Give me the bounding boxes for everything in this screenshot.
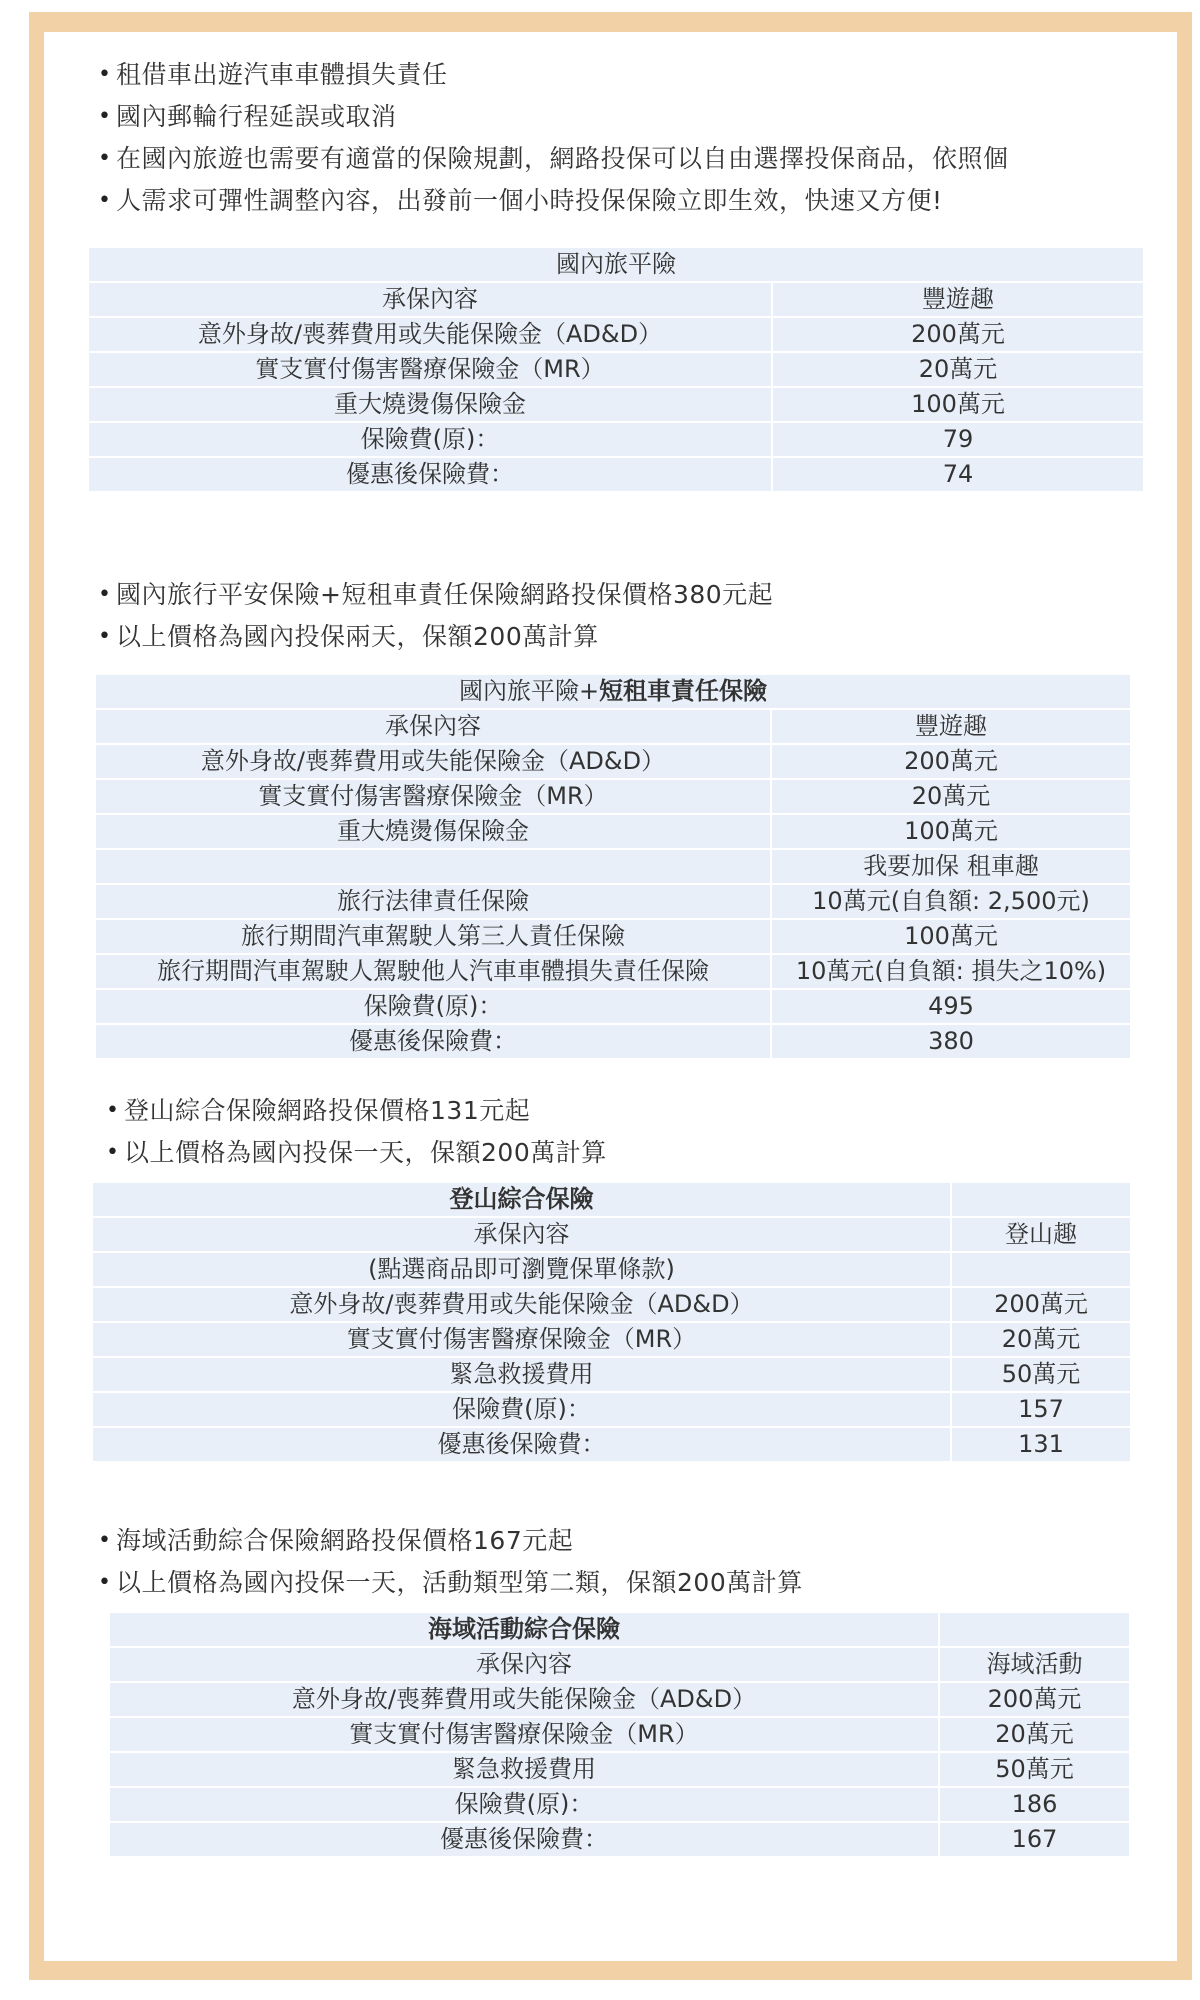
table-row [93,1288,1130,1323]
bullet-item: • 海域活動綜合保險網路投保價格167元起 [98,1520,1158,1562]
coverage-item: 緊急救援費用 [93,1358,952,1393]
premium-original-value: 157 [952,1393,1130,1428]
section4-bullets [98,1520,1158,1604]
coverage-item: 緊急救援費用 [110,1753,940,1788]
coverage-item: 重大燒燙傷保險金 [96,815,772,850]
table-title-row [110,1613,1129,1648]
coverage-amount: 20萬元 [940,1718,1129,1753]
table-row [96,920,1130,955]
coverage-amount: 200萬元 [952,1288,1130,1323]
table-row [110,1683,1129,1718]
table-row [93,1358,1130,1393]
premium-discount-value: 131 [952,1428,1130,1461]
table-row [110,1823,1129,1856]
premium-original-label: 保險費(原)： [110,1788,940,1823]
water-activity-insurance-table [110,1613,1129,1856]
policy-terms-note: (點選商品即可瀏覽保單條款) [93,1253,952,1288]
table-title-empty-cell [940,1613,1129,1648]
table-row [96,745,1130,780]
table-row [96,1025,1130,1058]
table-title-row [89,248,1143,283]
premium-original-label: 保險費(原)： [89,423,773,458]
domestic-travel-insurance-table [89,248,1143,491]
premium-original-value: 495 [772,990,1130,1025]
premium-discount-label: 優惠後保險費： [96,1025,772,1058]
coverage-item: 實支實付傷害醫療保險金（MR） [110,1718,940,1753]
table-row [96,955,1130,990]
table-title-prefix: 國內旅平險+ [458,677,600,705]
premium-discount-value: 380 [772,1025,1130,1058]
table-row [93,1393,1130,1428]
premium-original-value: 79 [773,423,1143,458]
table-header-row [93,1218,1130,1253]
table-row [110,1788,1129,1823]
coverage-amount: 50萬元 [940,1753,1129,1788]
coverage-item: 意外身故/喪葬費用或失能保險金（AD&D） [96,745,772,780]
table-row [96,885,1130,920]
bullet-item: • 以上價格為國內投保兩天，保額200萬計算 [98,616,1158,658]
table-row [110,1753,1129,1788]
table-title [96,675,1130,710]
coverage-amount: 20萬元 [773,353,1143,388]
coverage-item-empty [96,850,772,885]
premium-discount-value: 167 [940,1823,1129,1856]
coverage-amount: 100萬元 [772,815,1130,850]
header-coverage: 承保內容 [93,1218,952,1253]
premium-discount-label: 優惠後保險費： [110,1823,940,1856]
table-row [89,423,1143,458]
coverage-amount: 10萬元(自負額: 損失之10%) [772,955,1130,990]
bullet-item: • 以上價格為國內投保一天，活動類型第二類，保額200萬計算 [98,1562,1158,1604]
header-plan: 海域活動 [940,1648,1129,1683]
bullet-item: • 以上價格為國內投保一天，保額200萬計算 [106,1132,1156,1174]
coverage-amount: 10萬元(自負額: 2,500元) [772,885,1130,920]
section2-bullets [98,574,1158,658]
header-coverage: 承保內容 [96,710,772,745]
table-title-row [96,675,1130,710]
table-header-row [89,283,1143,318]
table-title-bold: 短租車責任保險 [599,677,768,705]
header-plan: 豐遊趣 [772,710,1130,745]
coverage-item: 實支實付傷害醫療保險金（MR） [89,353,773,388]
table-row [96,850,1130,885]
bullet-continuation-text: 人需求可彈性調整內容，出發前一個小時投保保險立即生效，快速又方便! [116,186,943,215]
table-title-row [93,1183,1130,1218]
premium-discount-label: 優惠後保險費： [93,1428,952,1461]
bullet-item-continuation [98,180,1158,222]
section3-bullets [106,1090,1156,1174]
coverage-item: 意外身故/喪葬費用或失能保險金（AD&D） [93,1288,952,1323]
table-row [89,353,1143,388]
coverage-amount: 50萬元 [952,1358,1130,1393]
bullet-item: • 國內旅行平安保險+短租車責任保險網路投保價格380元起 [98,574,1158,616]
coverage-amount: 100萬元 [773,388,1143,423]
coverage-item: 實支實付傷害醫療保險金（MR） [96,780,772,815]
section1-bullets [98,54,1158,222]
travel-plus-car-rental-table [96,675,1130,1058]
table-note-row [93,1253,1130,1288]
coverage-item: 重大燒燙傷保險金 [89,388,773,423]
table-title: 海域活動綜合保險 [110,1613,940,1648]
table-title: 登山綜合保險 [93,1183,952,1218]
table-header-row [96,710,1130,745]
header-plan: 登山趣 [952,1218,1130,1253]
table-row [93,1428,1130,1461]
premium-original-label: 保險費(原)： [93,1393,952,1428]
mountain-insurance-table [93,1183,1130,1461]
coverage-item: 實支實付傷害醫療保險金（MR） [93,1323,952,1358]
bullet-item: • 在國內旅遊也需要有適當的保險規劃，網路投保可以自由選擇投保商品，依照個 [98,138,1158,180]
table-row [110,1718,1129,1753]
premium-original-value: 186 [940,1788,1129,1823]
coverage-amount: 100萬元 [772,920,1130,955]
coverage-item: 旅行法律責任保險 [96,885,772,920]
coverage-amount: 200萬元 [940,1683,1129,1718]
table-title-empty-cell [952,1183,1130,1218]
table-row [93,1323,1130,1358]
premium-discount-label: 優惠後保險費： [89,458,773,491]
table-row [89,388,1143,423]
table-row [89,318,1143,353]
coverage-amount: 20萬元 [772,780,1130,815]
table-row [96,780,1130,815]
coverage-item: 意外身故/喪葬費用或失能保險金（AD&D） [110,1683,940,1718]
premium-original-label: 保險費(原)： [96,990,772,1025]
table-row [96,990,1130,1025]
bullet-item: • 登山綜合保險網路投保價格131元起 [106,1090,1156,1132]
header-coverage: 承保內容 [89,283,773,318]
table-title: 國內旅平險 [89,248,1143,283]
coverage-amount: 200萬元 [772,745,1130,780]
add-on-car-rental-label: 我要加保 租車趣 [772,850,1130,885]
table-row [89,458,1143,491]
coverage-amount: 200萬元 [773,318,1143,353]
bullet-item: • 國內郵輪行程延誤或取消 [98,96,1158,138]
coverage-item: 意外身故/喪葬費用或失能保險金（AD&D） [89,318,773,353]
header-plan: 豐遊趣 [773,283,1143,318]
premium-discount-value: 74 [773,458,1143,491]
header-coverage: 承保內容 [110,1648,940,1683]
coverage-amount: 20萬元 [952,1323,1130,1358]
coverage-item: 旅行期間汽車駕駛人第三人責任保險 [96,920,772,955]
table-row [96,815,1130,850]
table-header-row [110,1648,1129,1683]
coverage-item: 旅行期間汽車駕駛人駕駛他人汽車車體損失責任保險 [96,955,772,990]
bullet-item: • 租借車出遊汽車車體損失責任 [98,54,1158,96]
note-empty-cell [952,1253,1130,1288]
